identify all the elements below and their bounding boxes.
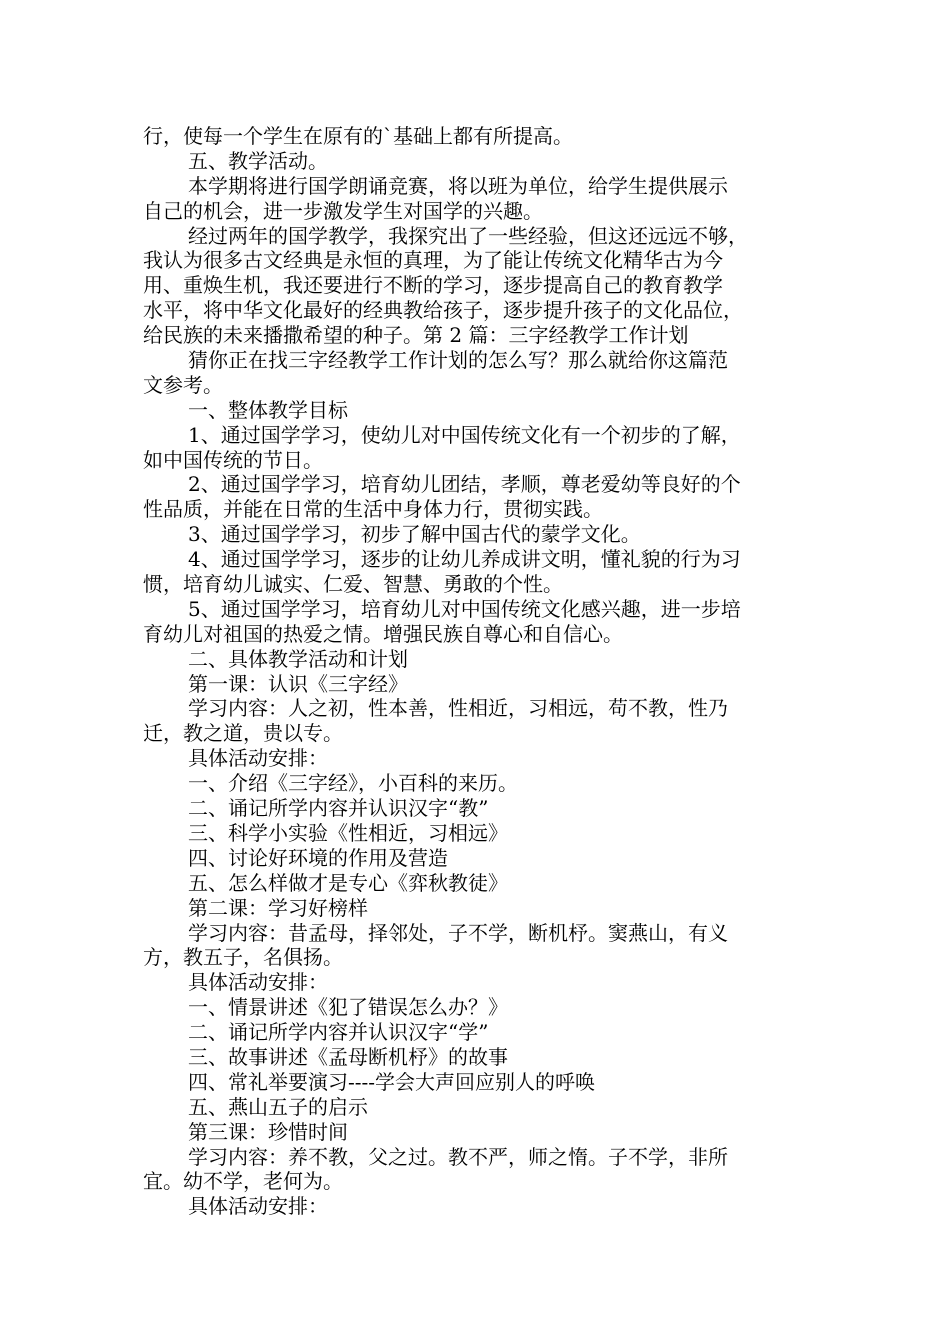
- text-line: 具体活动安排：: [188, 1194, 328, 1219]
- text-line: 如中国传统的节日。: [143, 447, 323, 472]
- text-line: 本学期将进行国学朗诵竞赛，将以班为单位，给学生提供展示: [188, 173, 728, 198]
- text-line: 我认为很多古文经典是永恒的真理，为了能让传统文化精华古为今: [143, 248, 723, 273]
- text-line: 育幼儿对祖国的热爱之情。增强民族自尊心和自信心。: [143, 621, 623, 646]
- text-line: 具体活动安排：: [188, 970, 328, 995]
- text-line: 学习内容：昔孟母，择邻处，子不学，断机杼。窦燕山，有义: [188, 920, 728, 945]
- text-line: 迁，教之道，贵以专。: [143, 721, 343, 746]
- text-line: 第二课：学习好榜样: [188, 895, 368, 920]
- text-line: 3、通过国学学习，初步了解中国古代的蒙学文化。: [188, 522, 641, 547]
- text-line: 三、故事讲述《孟母断机杼》的故事: [188, 1044, 508, 1069]
- text-line: 5、通过国学学习，培育幼儿对中国传统文化感兴趣，进一步培: [188, 596, 741, 621]
- text-line: 水平，将中华文化最好的经典教给孩子，逐步提升孩子的文化品位，: [143, 298, 743, 323]
- text-line: 三、科学小实验《性相近，习相远》: [188, 820, 508, 845]
- text-line: 第三课：珍惜时间: [188, 1119, 348, 1144]
- text-line: 自己的机会，进一步激发学生对国学的兴趣。: [143, 198, 543, 223]
- text-line: 四、讨论好环境的作用及营造: [188, 845, 448, 870]
- text-line: 性品质，并能在日常的生活中身体力行，贯彻实践。: [143, 497, 603, 522]
- text-line: 一、介绍《三字经》，小百科的来历。: [188, 771, 518, 796]
- text-line: 一、整体教学目标: [188, 397, 348, 422]
- text-line: 五、怎么样做才是专心《弈秋教徒》: [188, 870, 508, 895]
- text-line: 二、具体教学活动和计划: [188, 646, 408, 671]
- text-line: 猜你正在找三字经教学工作计划的怎么写？那么就给你这篇范: [188, 348, 728, 373]
- text-line: 宜。幼不学，老何为。: [143, 1169, 343, 1194]
- text-line: 给民族的未来播撒希望的种子。第 2 篇：三字经教学工作计划: [143, 323, 689, 348]
- text-line: 五、教学活动。: [188, 148, 328, 173]
- text-line: 四、常礼举要演习----学会大声回应别人的呼唤: [188, 1069, 596, 1094]
- text-line: 学习内容：人之初，性本善，性相近，习相远，苟不教，性乃: [188, 696, 728, 721]
- text-line: 一、情景讲述《犯了错误怎么办？》: [188, 995, 508, 1020]
- text-line: 第一课：认识《三字经》: [188, 671, 408, 696]
- text-line: 行，使每一个学生在原有的`基础上都有所提高。: [143, 124, 573, 148]
- text-line: 2、通过国学学习，培育幼儿团结，孝顺，尊老爱幼等良好的个: [188, 472, 741, 497]
- document-body: [143, 124, 815, 1219]
- text-line: 经过两年的国学教学，我探究出了一些经验，但这还远远不够，: [188, 223, 748, 248]
- text-line: 惯，培育幼儿诚实、仁爱、智慧、勇敢的个性。: [143, 572, 563, 597]
- text-line: 用、重焕生机，我还要进行不断的学习，逐步提高自己的教育教学: [143, 273, 723, 298]
- text-line: 4、通过国学学习，逐步的让幼儿养成讲文明，懂礼貌的行为习: [188, 547, 741, 572]
- text-line: 二、诵记所学内容并认识汉字“学”: [188, 1020, 489, 1045]
- text-line: 具体活动安排：: [188, 746, 328, 771]
- text-line: 五、燕山五子的启示: [188, 1094, 368, 1119]
- text-line: 二、诵记所学内容并认识汉字“教”: [188, 796, 489, 821]
- text-line: 方，教五子，名俱扬。: [143, 945, 343, 970]
- text-line: 学习内容：养不教，父之过。教不严，师之惰。子不学，非所: [188, 1144, 728, 1169]
- text-line: 1、通过国学学习，使幼儿对中国传统文化有一个初步的了解，: [188, 422, 741, 447]
- text-line: 文参考。: [143, 372, 223, 397]
